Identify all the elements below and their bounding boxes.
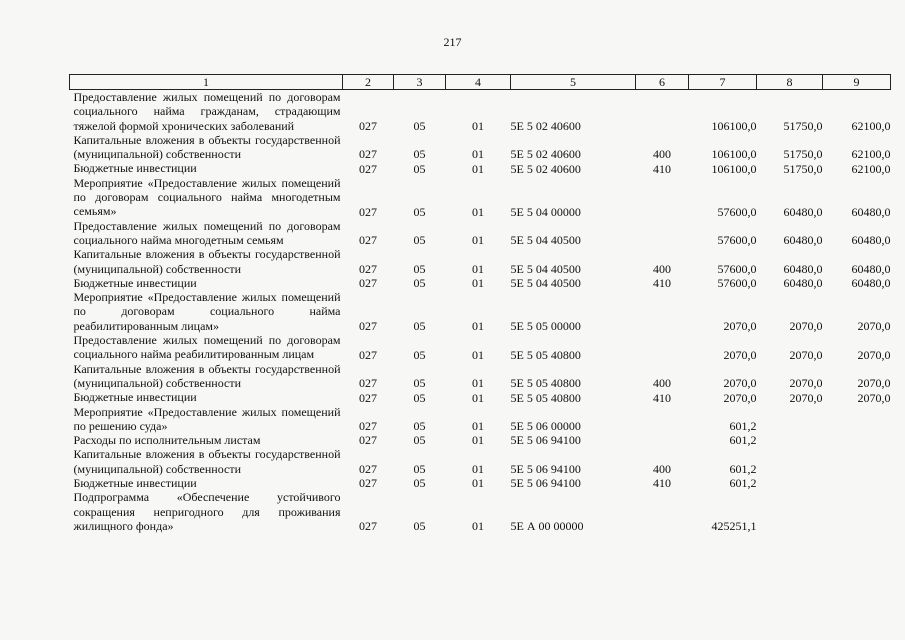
amount-col-7: 2070,0 — [723, 319, 757, 334]
expense-type-code — [636, 90, 689, 133]
section-code: 05 — [413, 118, 426, 133]
expense-type-code: 400 — [653, 376, 671, 391]
amount-col-9 — [823, 447, 891, 476]
target-article-code: 5Е 5 05 40800 — [510, 390, 581, 405]
expense-type-code: 410 — [653, 476, 671, 491]
subsection-code: 01 — [472, 204, 484, 219]
table-row — [70, 433, 891, 447]
table-row — [70, 490, 891, 533]
subsection-code: 01 — [472, 390, 484, 405]
section-code: 05 — [413, 161, 426, 176]
amount-col-7: 425251,1 — [711, 519, 757, 534]
ministry-code: 027 — [359, 376, 377, 391]
budget-table — [69, 74, 891, 533]
ministry-code: 027 — [359, 161, 377, 176]
target-article-code: 5Е 5 05 00000 — [510, 319, 581, 334]
section-code: 05 — [413, 319, 426, 334]
expense-type-code: 410 — [653, 161, 671, 176]
table-row — [70, 133, 891, 162]
row-description: Расходы по исполнительным листам — [73, 433, 261, 448]
amount-col-7: 57600,0 — [717, 276, 757, 291]
row-description: Бюджетные инвестиции — [73, 390, 197, 405]
amount-col-9: 2070,0 — [857, 347, 891, 362]
row-description: Капитальные вложения в объекты государственной (муниципальной) собственности — [73, 447, 341, 476]
ministry-code: 027 — [359, 433, 377, 448]
table-row — [70, 90, 891, 133]
expense-type-code: 400 — [653, 462, 671, 477]
section-code: 05 — [413, 462, 426, 477]
amount-col-9: 60480,0 — [851, 233, 891, 248]
amount-col-7: 601,2 — [729, 476, 757, 491]
page-number: 217 — [443, 35, 462, 49]
subsection-code: 01 — [472, 347, 484, 362]
header-cell: 6 — [636, 75, 689, 90]
amount-col-8: 2070,0 — [789, 319, 823, 334]
target-article-code: 5Е 5 04 40500 — [510, 233, 581, 248]
amount-col-8: 60480,0 — [783, 276, 823, 291]
table-row — [70, 219, 891, 248]
amount-col-9 — [823, 476, 891, 490]
subsection-code: 01 — [472, 233, 484, 248]
expense-type-code — [636, 333, 689, 362]
amount-col-9 — [823, 490, 891, 533]
subsection-code: 01 — [472, 433, 484, 448]
table-row — [70, 176, 891, 219]
amount-col-7: 2070,0 — [723, 347, 757, 362]
expense-type-code — [636, 219, 689, 248]
section-code: 05 — [413, 276, 426, 291]
ministry-code: 027 — [359, 462, 377, 477]
amount-col-9: 2070,0 — [857, 376, 891, 391]
section-code: 05 — [413, 433, 426, 448]
table-row — [70, 476, 891, 490]
table-row — [70, 247, 891, 276]
header-cell: 4 — [446, 75, 511, 90]
table-row — [70, 390, 891, 404]
section-code: 05 — [413, 376, 426, 391]
header-row — [70, 75, 891, 90]
row-description: Мероприятие «Предоставление жилых помещений по договорам социального найма реабилитированным лицам» — [73, 290, 341, 333]
target-article-code: 5Е 5 04 40500 — [510, 276, 581, 291]
amount-col-9: 2070,0 — [857, 319, 891, 334]
target-article-code: 5Е 5 06 94100 — [510, 476, 581, 491]
amount-col-7: 57600,0 — [717, 261, 757, 276]
amount-col-7: 2070,0 — [723, 376, 757, 391]
row-description: Капитальные вложения в объекты государственной (муниципальной) собственности — [73, 247, 341, 276]
amount-col-8 — [757, 433, 823, 447]
ministry-code: 027 — [359, 147, 377, 162]
row-description: Предоставление жилых помещений по договорам социального найма многодетным семьям — [73, 218, 341, 247]
expense-type-code — [636, 405, 689, 434]
header-cell: 5 — [511, 75, 636, 90]
header-cell: 7 — [689, 75, 757, 90]
section-code: 05 — [413, 347, 426, 362]
section-code: 05 — [413, 204, 426, 219]
row-description: Капитальные вложения в объекты государственной (муниципальной) собственности — [73, 361, 341, 390]
amount-col-7: 106100,0 — [711, 147, 757, 162]
amount-col-8: 60480,0 — [783, 261, 823, 276]
section-code: 05 — [413, 419, 426, 434]
expense-type-code: 400 — [653, 147, 671, 162]
amount-col-7: 57600,0 — [717, 204, 757, 219]
table-row — [70, 362, 891, 391]
subsection-code: 01 — [472, 161, 484, 176]
amount-col-8 — [757, 490, 823, 533]
table-row — [70, 276, 891, 290]
amount-col-8: 51750,0 — [783, 147, 823, 162]
ministry-code: 027 — [359, 276, 377, 291]
amount-col-8: 51750,0 — [783, 118, 823, 133]
target-article-code: 5Е 5 06 00000 — [510, 419, 581, 434]
row-description: Подпрограмма «Обеспечение устойчивого сокращения непригодного для проживания жилищного фонда» — [73, 490, 341, 533]
ministry-code: 027 — [359, 233, 377, 248]
table-row — [70, 290, 891, 333]
amount-col-8: 2070,0 — [789, 347, 823, 362]
ministry-code: 027 — [359, 390, 377, 405]
amount-col-8: 60480,0 — [783, 233, 823, 248]
row-description: Капитальные вложения в объекты государственной (муниципальной) собственности — [73, 132, 341, 162]
header-cell: 3 — [394, 75, 446, 90]
table-row — [70, 447, 891, 476]
row-description: Предоставление жилых помещений по договорам социального найма реабилитированным лицам — [73, 333, 341, 362]
row-description: Бюджетные инвестиции — [73, 476, 197, 491]
amount-col-9: 60480,0 — [851, 276, 891, 291]
amount-col-8: 2070,0 — [789, 390, 823, 405]
target-article-code: 5Е 5 04 40500 — [510, 261, 581, 276]
section-code: 05 — [413, 390, 426, 405]
amount-col-8: 60480,0 — [783, 204, 823, 219]
subsection-code: 01 — [472, 519, 484, 534]
subsection-code: 01 — [472, 261, 484, 276]
target-article-code: 5Е 5 06 94100 — [510, 433, 581, 448]
header-cell: 8 — [757, 75, 823, 90]
amount-col-9: 60480,0 — [851, 261, 891, 276]
header-cell: 1 — [70, 75, 343, 90]
amount-col-7: 2070,0 — [723, 390, 757, 405]
target-article-code: 5Е 5 02 40600 — [510, 118, 581, 133]
ministry-code: 027 — [359, 204, 377, 219]
table-row — [70, 333, 891, 362]
table-row — [70, 405, 891, 434]
amount-col-7: 601,2 — [729, 433, 757, 448]
subsection-code: 01 — [472, 476, 484, 491]
ministry-code: 027 — [359, 476, 377, 491]
ministry-code: 027 — [359, 519, 377, 534]
ministry-code: 027 — [359, 261, 377, 276]
expense-type-code: 410 — [653, 390, 671, 405]
table-row — [70, 161, 891, 175]
expense-type-code: 400 — [653, 261, 671, 276]
subsection-code: 01 — [472, 147, 484, 162]
row-description: Бюджетные инвестиции — [73, 161, 197, 176]
target-article-code: 5Е 5 05 40800 — [510, 376, 581, 391]
amount-col-9: 62100,0 — [851, 147, 891, 162]
row-description: Мероприятие «Предоставление жилых помещений по договорам социального найма многодетным семьям» — [73, 175, 341, 219]
amount-col-7: 601,2 — [729, 419, 757, 434]
target-article-code: 5Е 5 02 40600 — [510, 161, 581, 176]
header-cell: 2 — [343, 75, 394, 90]
row-description: Мероприятие «Предоставление жилых помещений по решению суда» — [73, 404, 341, 433]
amount-col-9 — [823, 433, 891, 447]
row-description: Бюджетные инвестиции — [73, 275, 197, 290]
expense-type-code — [636, 176, 689, 219]
ministry-code: 027 — [359, 118, 377, 133]
amount-col-8 — [757, 476, 823, 490]
expense-type-code: 410 — [653, 276, 671, 291]
section-code: 05 — [413, 476, 426, 491]
expense-type-code — [636, 490, 689, 533]
section-code: 05 — [413, 147, 426, 162]
section-code: 05 — [413, 233, 426, 248]
subsection-code: 01 — [472, 118, 484, 133]
target-article-code: 5Е А 00 00000 — [510, 519, 584, 534]
amount-col-9 — [823, 405, 891, 434]
table-body — [70, 90, 891, 534]
target-article-code: 5Е 5 06 94100 — [510, 462, 581, 477]
ministry-code: 027 — [359, 319, 377, 334]
subsection-code: 01 — [472, 319, 484, 334]
subsection-code: 01 — [472, 462, 484, 477]
target-article-code: 5Е 5 05 40800 — [510, 347, 581, 362]
expense-type-code — [636, 433, 689, 447]
amount-col-7: 106100,0 — [711, 118, 757, 133]
amount-col-9: 60480,0 — [851, 204, 891, 219]
amount-col-8 — [757, 405, 823, 434]
section-code: 05 — [413, 519, 426, 534]
expense-type-code — [636, 290, 689, 333]
target-article-code: 5Е 5 04 00000 — [510, 204, 581, 219]
ministry-code: 027 — [359, 419, 377, 434]
section-code: 05 — [413, 261, 426, 276]
subsection-code: 01 — [472, 376, 484, 391]
target-article-code: 5Е 5 02 40600 — [510, 147, 581, 162]
amount-col-9: 2070,0 — [857, 390, 891, 405]
amount-col-9: 62100,0 — [851, 118, 891, 133]
subsection-code: 01 — [472, 276, 484, 291]
subsection-code: 01 — [472, 419, 484, 434]
ministry-code: 027 — [359, 347, 377, 362]
amount-col-7: 57600,0 — [717, 233, 757, 248]
amount-col-7: 601,2 — [729, 462, 757, 477]
amount-col-8: 51750,0 — [783, 161, 823, 176]
amount-col-9: 62100,0 — [851, 161, 891, 176]
row-description: Предоставление жилых помещений по договорам социального найма гражданам, страдающим тяжелой формой хронических заболеваний — [73, 90, 341, 133]
amount-col-8: 2070,0 — [789, 376, 823, 391]
amount-col-8 — [757, 447, 823, 476]
amount-col-7: 106100,0 — [711, 161, 757, 176]
header-cell: 9 — [823, 75, 891, 90]
